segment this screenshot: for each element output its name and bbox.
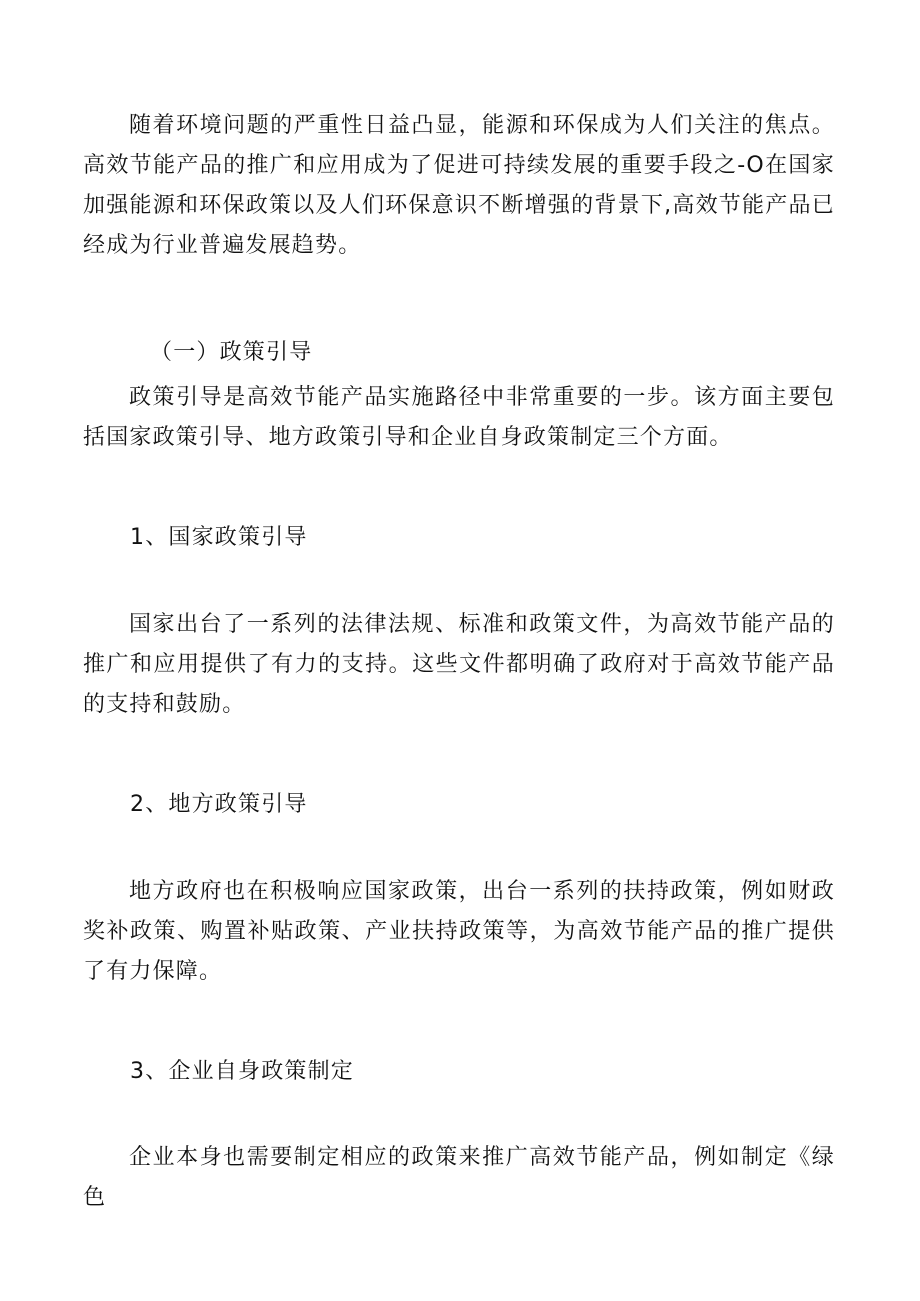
subsection-2-paragraph: 地方政府也在积极响应国家政策，出台一系列的扶持政策，例如财政奖补政策、购置补贴政策、产业扶持政策等，为高效节能产品的推广提供了有力保障。 [83,879,835,984]
subsection-1-heading: 1、国家政策引导 [130,525,308,550]
subsection-3-heading: 3、企业自身政策制定 [130,1059,354,1084]
subsection-1-paragraph: 国家出台了一系列的法律法规、标准和政策文件，为高效节能产品的推广和应用提供了有力的支持。这些文件都明确了政府对于高效节能产品的支持和鼓励。 [83,612,835,717]
intro-paragraph: 随着环境问题的严重性日益凸显，能源和环保成为人们关注的焦点。高效节能产品的推广和应用成为了促进可持续发展的重要手段之-O在国家加强能源和环保政策以及人们环保意识不断增强的背景下,高效节能产品已经成为行业普遍发展趋势。 [83,113,835,258]
subsection-3-paragraph: 企业本身也需要制定相应的政策来推广高效节能产品，例如制定《绿色 [83,1145,835,1210]
subsection-2-heading: 2、地方政策引导 [130,792,308,817]
section-heading: （一）政策引导 [150,340,313,365]
section-paragraph: 政策引导是高效节能产品实施路径中非常重要的一步。该方面主要包括国家政策引导、地方政策引导和企业自身政策制定三个方面。 [83,385,835,450]
